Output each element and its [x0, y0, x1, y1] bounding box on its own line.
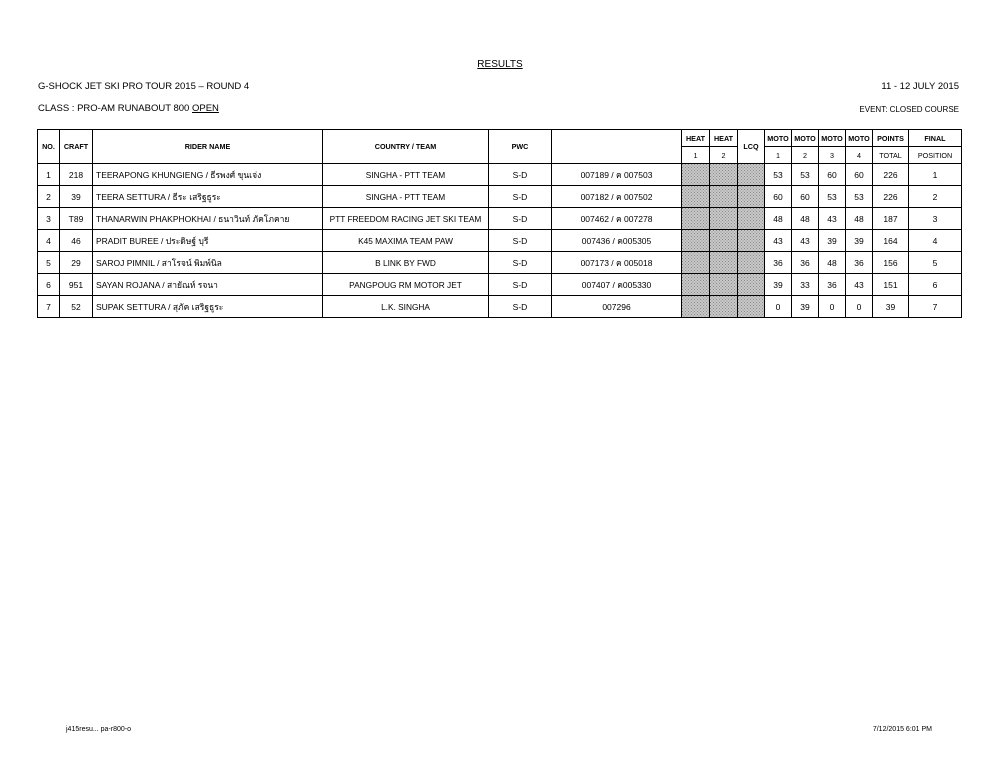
cell-pwc: S-D: [489, 274, 552, 296]
cell-craft: 29: [60, 252, 93, 274]
cell-moto1: 60: [765, 186, 792, 208]
cell-moto3: 36: [819, 274, 846, 296]
col-pwc-header: PWC: [489, 130, 552, 164]
table-row: [38, 274, 962, 296]
cell-moto3: 53: [819, 186, 846, 208]
cell-lcq: [738, 296, 765, 318]
cell-points: 164: [873, 230, 909, 252]
cell-team: B LINK BY FWD: [323, 252, 489, 274]
table-row: [38, 230, 962, 252]
class-line: [38, 103, 219, 114]
cell-points: 226: [873, 186, 909, 208]
cell-pwc: S-D: [489, 186, 552, 208]
cell-no: 1: [38, 164, 60, 186]
cell-moto3: 48: [819, 252, 846, 274]
cell-team: K45 MAXIMA TEAM PAW: [323, 230, 489, 252]
cell-craft: 52: [60, 296, 93, 318]
table-row: [38, 186, 962, 208]
col-moto2-header: MOTO: [792, 130, 819, 147]
cell-heat2: [710, 230, 738, 252]
cell-craft: T89: [60, 208, 93, 230]
cell-heat2: [710, 274, 738, 296]
col-moto1-sub: 1: [765, 147, 792, 164]
footer-file-label: j415resu... pa-r800-o: [66, 726, 131, 733]
cell-team: PTT FREEDOM RACING JET SKI TEAM: [323, 208, 489, 230]
cell-no: 7: [38, 296, 60, 318]
cell-no: 2: [38, 186, 60, 208]
cell-rider: SAYAN ROJANA / สายัณห์ รจนา: [93, 274, 323, 296]
cell-moto4: 48: [846, 208, 873, 230]
col-moto2-sub: 2: [792, 147, 819, 164]
col-heat2-header: HEAT: [710, 130, 738, 147]
cell-rider: SAROJ PIMNIL / สาโรจน์ พิมพ์นิล: [93, 252, 323, 274]
cell-team: PANGPOUG RM MOTOR JET: [323, 274, 489, 296]
cell-points: 187: [873, 208, 909, 230]
cell-heat1: [682, 274, 710, 296]
cell-points: 39: [873, 296, 909, 318]
col-rider-header: RIDER NAME: [93, 130, 323, 164]
cell-heat1: [682, 208, 710, 230]
cell-final: 3: [909, 208, 962, 230]
table-row: [38, 208, 962, 230]
col-points-header: POINTS: [873, 130, 909, 147]
cell-heat2: [710, 252, 738, 274]
cell-pwc: S-D: [489, 164, 552, 186]
cell-moto2: 36: [792, 252, 819, 274]
cell-lcq: [738, 252, 765, 274]
cell-craft: 39: [60, 186, 93, 208]
cell-rider: TEERA SETTURA / ธีระ เสริฐธูระ: [93, 186, 323, 208]
col-moto4-header: MOTO: [846, 130, 873, 147]
footer-timestamp: 7/12/2015 6:01 PM: [872, 726, 932, 733]
cell-id: 007296: [552, 296, 682, 318]
cell-heat1: [682, 252, 710, 274]
cell-lcq: [738, 208, 765, 230]
cell-points: 226: [873, 164, 909, 186]
cell-final: 5: [909, 252, 962, 274]
cell-heat1: [682, 164, 710, 186]
cell-moto2: 53: [792, 164, 819, 186]
cell-moto1: 53: [765, 164, 792, 186]
cell-id: 007173 / ค 005018: [552, 252, 682, 274]
cell-heat2: [710, 186, 738, 208]
cell-final: 7: [909, 296, 962, 318]
cell-moto2: 48: [792, 208, 819, 230]
col-craft-header: CRAFT: [60, 130, 93, 164]
cell-moto1: 36: [765, 252, 792, 274]
cell-rider: PRADIT BUREE / ประดิษฐ์ บุรี: [93, 230, 323, 252]
cell-moto4: 0: [846, 296, 873, 318]
cell-id: 007436 / ค005305: [552, 230, 682, 252]
cell-moto3: 0: [819, 296, 846, 318]
cell-lcq: [738, 274, 765, 296]
cell-moto1: 48: [765, 208, 792, 230]
cell-moto1: 39: [765, 274, 792, 296]
event-type: EVENT: CLOSED COURSE: [859, 105, 959, 114]
cell-craft: 951: [60, 274, 93, 296]
cell-rider: SUPAK SETTURA / สุภัค เสริฐธูระ: [93, 296, 323, 318]
cell-craft: 46: [60, 230, 93, 252]
col-moto3-header: MOTO: [819, 130, 846, 147]
cell-moto3: 39: [819, 230, 846, 252]
cell-lcq: [738, 186, 765, 208]
cell-moto1: 43: [765, 230, 792, 252]
col-final-header: FINAL: [909, 130, 962, 147]
cell-team: L.K. SINGHA: [323, 296, 489, 318]
cell-moto2: 43: [792, 230, 819, 252]
cell-no: 6: [38, 274, 60, 296]
cell-points: 151: [873, 274, 909, 296]
table-row: [38, 296, 962, 318]
cell-points: 156: [873, 252, 909, 274]
cell-final: 2: [909, 186, 962, 208]
cell-team: SINGHA - PTT TEAM: [323, 164, 489, 186]
cell-moto4: 60: [846, 164, 873, 186]
cell-heat1: [682, 296, 710, 318]
col-lcq-header: LCQ: [738, 130, 765, 164]
cell-moto1: 0: [765, 296, 792, 318]
cell-final: 6: [909, 274, 962, 296]
cell-heat2: [710, 208, 738, 230]
cell-moto3: 43: [819, 208, 846, 230]
cell-rider: THANARWIN PHAKPHOKHAI / ธนาวินท์ ภัคโภคาย: [93, 208, 323, 230]
cell-moto4: 36: [846, 252, 873, 274]
col-heat1-sub: 1: [682, 147, 710, 164]
cell-heat2: [710, 296, 738, 318]
cell-no: 3: [38, 208, 60, 230]
cell-no: 5: [38, 252, 60, 274]
col-moto4-sub: 4: [846, 147, 873, 164]
col-points-sub: TOTAL: [873, 147, 909, 164]
class-label: CLASS : PRO-AM RUNABOUT 800: [38, 103, 192, 114]
cell-moto2: 33: [792, 274, 819, 296]
cell-heat1: [682, 230, 710, 252]
page-title: RESULTS: [477, 59, 523, 70]
col-moto3-sub: 3: [819, 147, 846, 164]
cell-heat2: [710, 164, 738, 186]
cell-pwc: S-D: [489, 208, 552, 230]
cell-rider: TEERAPONG KHUNGIENG / ธีรพงศ์ ขุนเจ่ง: [93, 164, 323, 186]
cell-id: 007462 / ค 007278: [552, 208, 682, 230]
cell-team: SINGHA - PTT TEAM: [323, 186, 489, 208]
cell-moto4: 53: [846, 186, 873, 208]
col-heat2-sub: 2: [710, 147, 738, 164]
cell-id: 007407 / ค005330: [552, 274, 682, 296]
table-row: [38, 252, 962, 274]
cell-lcq: [738, 230, 765, 252]
cell-pwc: S-D: [489, 252, 552, 274]
event-date: 11 - 12 JULY 2015: [881, 81, 959, 92]
event-name: G-SHOCK JET SKI PRO TOUR 2015 – ROUND 4: [38, 81, 250, 92]
cell-moto2: 39: [792, 296, 819, 318]
col-final-sub: POSITION: [909, 147, 962, 164]
results-table: [37, 129, 962, 318]
col-heat1-header: HEAT: [682, 130, 710, 147]
cell-id: 007189 / ค 007503: [552, 164, 682, 186]
cell-final: 4: [909, 230, 962, 252]
cell-pwc: S-D: [489, 296, 552, 318]
cell-lcq: [738, 164, 765, 186]
header-row: [38, 130, 962, 147]
col-id-header: [552, 130, 682, 164]
cell-moto2: 60: [792, 186, 819, 208]
cell-moto3: 60: [819, 164, 846, 186]
col-no-header: NO.: [38, 130, 60, 164]
cell-pwc: S-D: [489, 230, 552, 252]
class-open-label: OPEN: [191, 103, 219, 114]
cell-id: 007182 / ค 007502: [552, 186, 682, 208]
cell-moto4: 39: [846, 230, 873, 252]
col-team-header: COUNTRY / TEAM: [323, 130, 489, 164]
cell-moto4: 43: [846, 274, 873, 296]
table-row: [38, 164, 962, 186]
cell-craft: 218: [60, 164, 93, 186]
cell-final: 1: [909, 164, 962, 186]
col-moto1-header: MOTO: [765, 130, 792, 147]
cell-heat1: [682, 186, 710, 208]
cell-no: 4: [38, 230, 60, 252]
